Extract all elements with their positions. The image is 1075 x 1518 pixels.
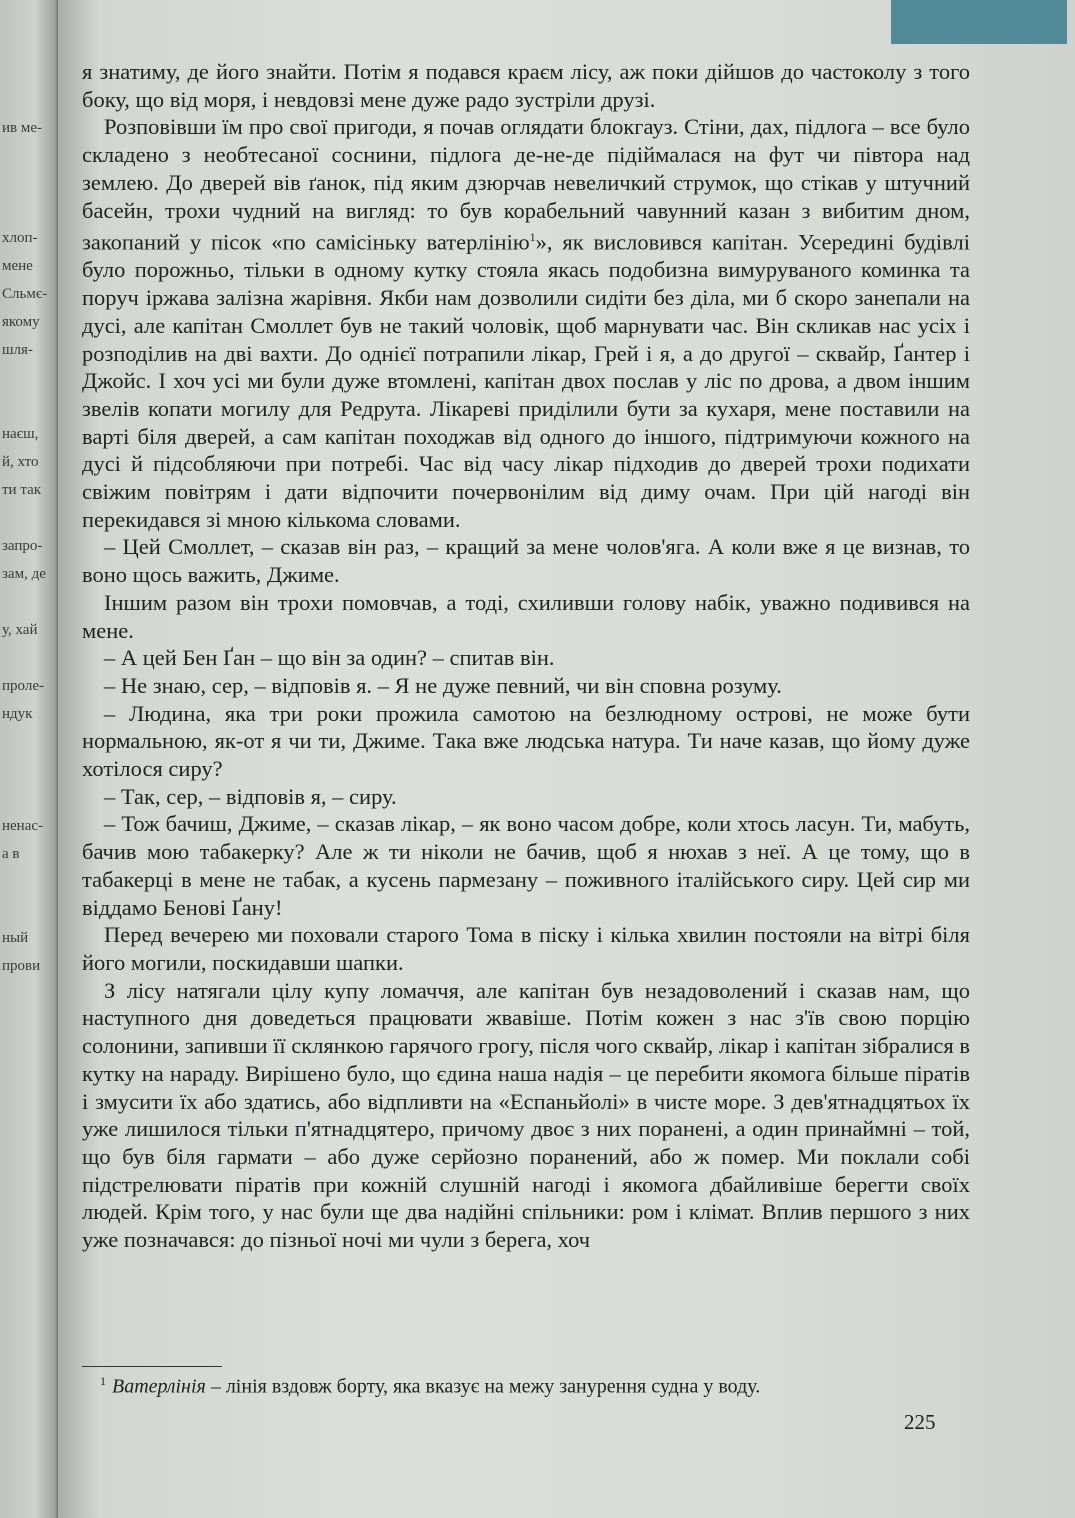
left-page-edge [0, 0, 58, 1518]
paragraph-3: – Цей Смоллет, – сказав він раз, – кращий за мене чолов'яга. А коли вже я це визнав, то воно щось важить, Джиме. [82, 534, 970, 588]
body-text [82, 58, 970, 1254]
paragraph-2-part-b: », як висловився капітан. Усередині будівлі було порожньо, тільки в одному кутку стояла якась подобизна вимуруваного коминка та поруч іржава залізна жарівня. Якби нам дозволили сидіти без діла, ми б скоро занепали на дусі, але капітан Смоллет був не такий чоловік, щоб марнувати час. Він скликав нас усіх і розподілив на дві вахти. До однієї потрапили лікар, Грей і я, а до другої – сквайр, Ґантер і Джойс. І хоч усі ми були дуже втомлені, капітан двох послав у ліс по дрова, а двом іншим звелів копати могилу для Редрута. Лікареві приділили бути за кухаря, мене поставили на варті біля дверей, а сам капітан походжав від одного до іншого, підтримуючи кожного на дусі й підсобляючи при потребі. Час від часу лікар підходив до дверей трохи подихати свіжим повітрям і дати відпочити почервонілим від диму очам. При цій нагоді він перекидався зі мною кількома словами. [82, 229, 970, 532]
paragraph-8: – Так, сер, – відповів я, – сиру. [104, 783, 397, 809]
footnote [100, 1368, 970, 1400]
paragraph-4: Іншим разом він трохи помовчав, а тоді, схиливши голову набік, уважно подивився на мене. [82, 589, 970, 643]
left-page-fragment: якому [2, 314, 40, 330]
corner-color-tab [891, 0, 1067, 44]
left-page-fragment: запро- [2, 538, 43, 554]
left-page-fragment: ный [2, 930, 29, 946]
paragraph-11: З лісу натягали цілу купу ломаччя, але капітан був незадоволений і сказав нам, що наступного дня доведеться працювати жвавіше. Потім кожен з нас з'їв свою порцію солонини, запивши її склянкою гарячого грогу, після чого сквайр, лікар і капітан зібралися в кутку на нараду. Вирішено було, що єдина наша надія – це перебити якомога більше піратів і змусити їх або здатись, або відпливти на «Еспаньйолі» в чисте море. З дев'ятнадцятьох їх уже лишилося тільки п'ятнадцятеро, причому двоє з них поранені, а один принаймні – той, що був біля гармати – або дуже серйозно поранений, або ж помер. Ми поклали собі підстрелювати піратів при кожній слушній нагоді і якомога дбайливіше берегти своїх людей. Крім того, у нас були ще два надійні спільники: ром і клімат. Вплив першого з них уже позначався: до пізньої ночі ми чули з берега, хоч [82, 977, 970, 1253]
left-page-fragment: ти так [2, 482, 42, 498]
paragraph-5: – А цей Бен Ґан – що він за один? – спитав він. [104, 645, 555, 671]
left-page-fragment: прови [2, 958, 41, 974]
paragraph-1: я знатиму, де його знайти. Потім я подався краєм лісу, аж поки дійшов до частоколу з того боку, що від моря, і невдовзі мене дуже радо зустріли друзі. [82, 59, 970, 112]
left-page-fragment: проле- [2, 678, 44, 694]
footnote-divider [82, 1366, 222, 1367]
paragraph-7: – Людина, яка три роки прожила самотою на безлюдному острові, не може бути нормальною, як-от я чи ти, Джиме. Така вже людська натура. Ти наче казав, що йому дуже хотілося сиру? [82, 700, 970, 782]
left-page-fragment: ндук [2, 706, 33, 722]
left-page-fragment: мене [2, 258, 33, 274]
footnote-marker: 1 [100, 1374, 106, 1388]
left-page-fragment: ив ме- [2, 120, 43, 136]
paragraph-2 [82, 113, 970, 533]
footnote-reference: 1 [529, 230, 536, 245]
left-page-fragment: хлоп- [2, 230, 38, 246]
left-page-fragment: шля- [2, 342, 33, 358]
left-page-fragment: наєш, [2, 426, 39, 442]
paragraph-9: – Тож бачиш, Джиме, – сказав лікар, – як воно часом добре, коли хтось ласун. Ти, мабуть, бачив мою табакерку? Але ж ти ніколи не бачив, щоб я нюхав з неї. А це тому, що в табакерці в мене не табак, а кусень пармезану – поживного італійського сиру. Цей сир ми віддамо Бенові Ґану! [82, 811, 970, 920]
footnote-term: Ватерлінія [112, 1375, 206, 1398]
paragraph-2-part-a: Розповівши їм про свої пригоди, я почав оглядати блокгауз. Стіни, дах, підлога – все було складено з необтесаної соснини, підлога де-не-де підіймалася на фут чи півтора над землею. До дверей вів ґанок, під яким дзюрчав невеличкий струмок, що стікав у штучний басейн, трохи чудний на вигляд: то був корабельний чавунний казан з вибитим дном, закопаний у пісок «по самісіньку ватерлінію [82, 114, 970, 255]
left-page-fragment: а в [2, 846, 20, 862]
left-page-fragment: зам, де [2, 566, 46, 582]
left-page-fragment: й, хто [2, 454, 39, 470]
left-page-fragment: у, хай [2, 622, 38, 638]
left-page-fragment: Сльмє- [2, 286, 48, 302]
left-page-fragment: ненас- [2, 818, 44, 834]
footnote-text: – лінія вздовж борту, яка вказує на межу занурення судна у воду. [205, 1375, 761, 1398]
page-number: 225 [904, 1410, 936, 1434]
paragraph-6: – Не знаю, сер, – відповів я. – Я не дуже певний, чи він сповна розуму. [104, 672, 782, 698]
paragraph-10: Перед вечерею ми поховали старого Тома в піску і кілька хвилин постояли на вітрі біля його могили, поскидавши шапки. [82, 922, 970, 975]
